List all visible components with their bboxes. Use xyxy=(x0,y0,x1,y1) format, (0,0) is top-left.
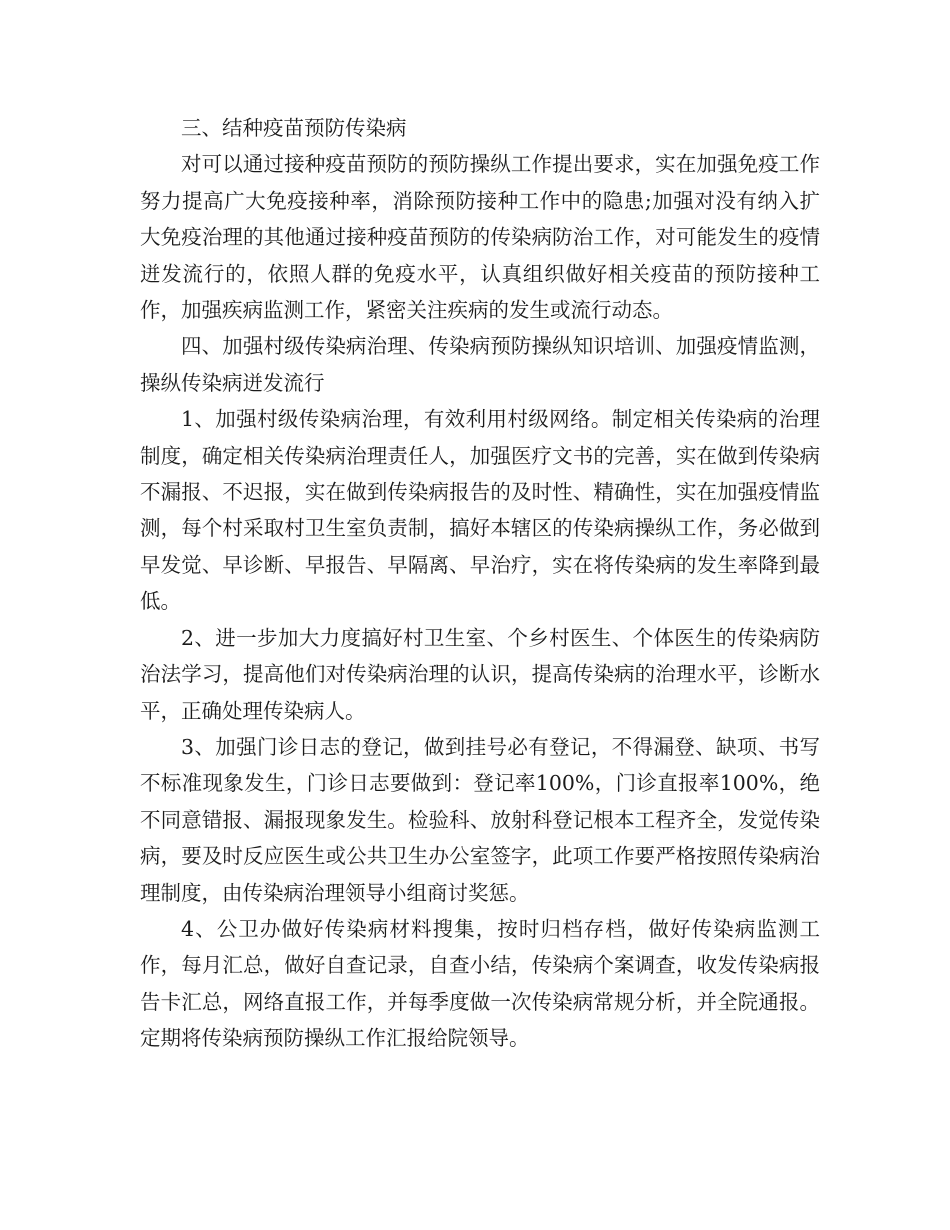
list-item-3: 3、加强门诊日志的登记，做到挂号必有登记，不得漏登、缺项、书写不标准现象发生，门诊日志要做到：登记率100%，门诊直报率100%，绝不同意错报、漏报现象发生。检验科、放射科登记根本工程齐全，发觉传染病，要及时反应医生或公共卫生办公室签字，此项工作要严格按照传染病治理制度，由传染病治理领导小组商讨奖惩。 xyxy=(140,734,820,905)
list-item-1: 1、加强村级传染病治理，有效利用村级网络。制定相关传染病的治理制度，确定相关传染病治理责任人，加强医疗文书的完善，实在做到传染病不漏报、不迟报，实在做到传染病报告的及时性、精确性，实在加强疫情监测，每个村采取村卫生室负责制，搞好本辖区的传染病操纵工作，务必做到早发觉、早诊断、早报告、早隔离、早治疗，实在将传染病的发生率降到最低。 xyxy=(140,407,820,614)
section-heading-3: 三、结种疫苗预防传染病 xyxy=(181,116,407,140)
list-item-2: 2、进一步加大力度搞好村卫生室、个乡村医生、个体医生的传染病防治法学习，提高他们对传染病治理的认识，提高传染病的治理水平，诊断水平，正确处理传染病人。 xyxy=(140,625,820,723)
list-item-4: 4、公卫办做好传染病材料搜集，按时归档存档，做好传染病监测工作，每月汇总，做好自查记录，自查小结，传染病个案调查，收发传染病报告卡汇总，网络直报工作，并每季度做一次传染病常规分析，并全院通报。定期将传染病预防操纵工作汇报给院领导。 xyxy=(140,916,820,1051)
document-body xyxy=(140,110,820,1057)
section-heading-4: 四、加强村级传染病治理、传染病预防操纵知识培训、加强疫情监测，操纵传染病迸发流行 xyxy=(140,334,820,395)
section-3-paragraph: 对可以通过接种疫苗预防的预防操纵工作提出要求，实在加强免疫工作努力提高广大免疫接种率，消除预防接种工作中的隐患;加强对没有纳入扩大免疫治理的其他通过接种疫苗预防的传染病防治工作，对可能发生的疫情迸发流行的，依照人群的免疫水平，认真组织做好相关疫苗的预防接种工作，加强疾病监测工作，紧密关注疾病的发生或流行动态。 xyxy=(140,152,820,323)
